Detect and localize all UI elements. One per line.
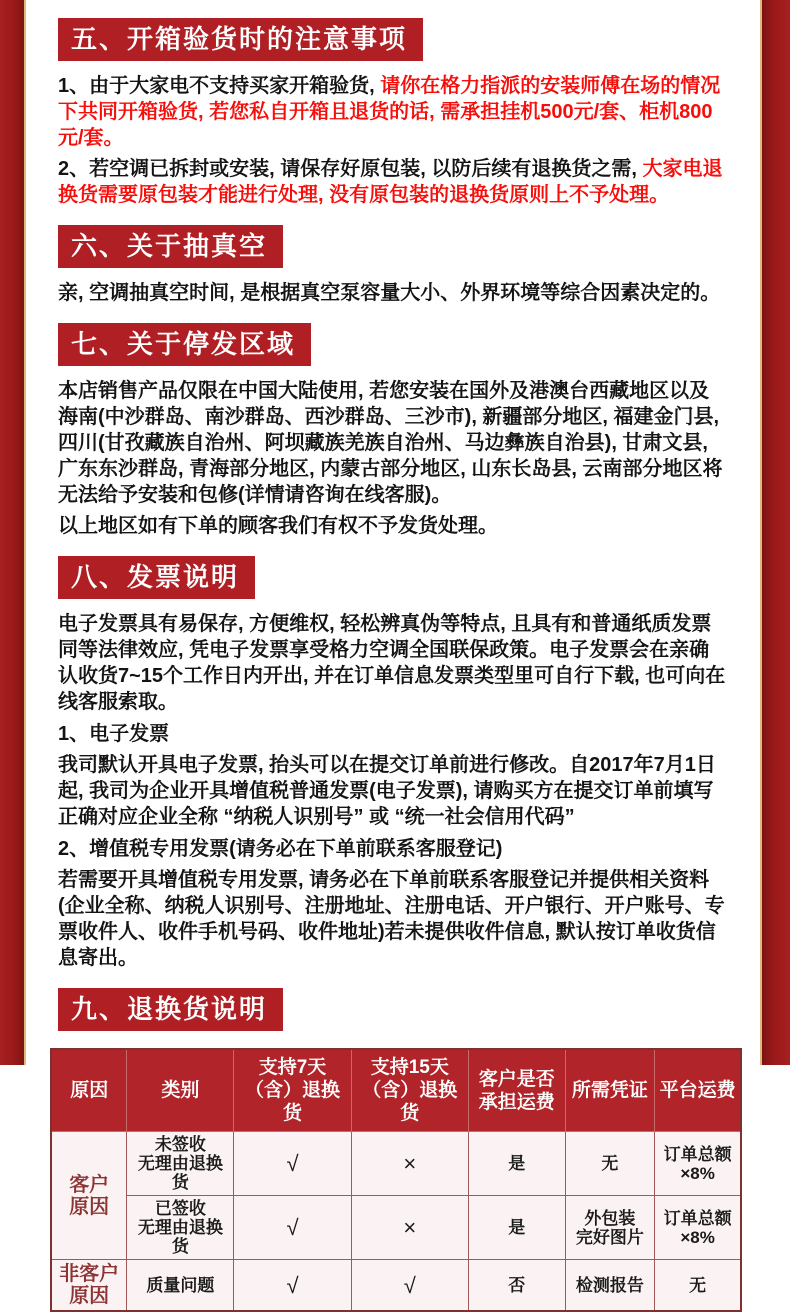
section-5-title-badge (58, 18, 423, 61)
section-no-shipping-areas (58, 311, 728, 539)
d7-mark-cell: √ (234, 1132, 351, 1196)
col-header-reason: 原因 (51, 1049, 127, 1132)
proof-cell: 无 (565, 1132, 655, 1196)
no-shipping-areas-note: 本店销售产品仅限在中国大陆使用, 若您安装在国外及港澳台西藏地区以及海南(中沙群岛、南沙群岛、西沙群岛、三沙市), 新疆部分地区, 福建金门县, 四川(甘孜藏族自治州、阿坝藏族羌族自治州、马边彝族自治县), 甘肃文县, 广东东沙群岛, 青海部分地区, 内蒙古部分地区, 山东长岛县, 云南部分地区将无法给予安装和包修(详情请咨询在线客服)。 (58, 380, 723, 506)
section-return-policy (58, 976, 736, 1312)
table-header-row (51, 1049, 741, 1132)
unboxing-note-1-black: 1、由于大家电不支持买家开箱验货, (58, 75, 381, 97)
d7-mark-cell: √ (234, 1196, 351, 1260)
customer-pays-cell: 是 (468, 1196, 565, 1260)
cause-non-customer: 非客户 原因 (51, 1260, 127, 1312)
unboxing-note-2-black: 2、若空调已拆封或安装, 请保存好原包装, 以防后续有退换货之需, (58, 158, 643, 180)
platform-fee-cell: 订单总额 ×8% (655, 1132, 741, 1196)
return-policy-table-wrap (50, 1048, 742, 1312)
return-policy-table (50, 1048, 742, 1312)
col-header-category: 类别 (127, 1049, 234, 1132)
section-6-title: 六、关于抽真空 (71, 231, 268, 261)
unboxing-note-2-red: 大家电退换货需要原包装才能进行处理, 没有原包装的退换货原则上不予处理。 (58, 158, 723, 206)
unboxing-note-1-red: 请你在格力指派的安装师傅在场的情况下共同开箱验货, 若您私自开箱且退货的话, 需承担挂机500元/套、柜机800元/套。 (58, 75, 721, 149)
d15-mark-cell: × (351, 1196, 468, 1260)
left-border-strip (0, 0, 26, 1065)
section-7-title-badge (58, 323, 311, 366)
section-vacuum-pumping (58, 213, 728, 306)
col-header-platform-fee: 平台运费 (655, 1049, 741, 1132)
col-header-7day: 支持7天 （含）退换货 (234, 1049, 351, 1132)
category-cell: 质量问题 (127, 1260, 234, 1312)
customer-pays-cell: 是 (468, 1132, 565, 1196)
platform-fee-cell: 无 (655, 1260, 741, 1312)
cause-customer: 客户 原因 (51, 1132, 127, 1260)
customer-pays-cell: 否 (468, 1260, 565, 1312)
proof-cell: 外包装 完好图片 (565, 1196, 655, 1260)
table-row (51, 1260, 741, 1312)
vat-invoice-subhead: 2、增值税专用发票(请务必在下单前联系客服登记) (58, 838, 503, 860)
d15-mark-cell: × (351, 1132, 468, 1196)
col-header-customer-freight: 客户是否 承担运费 (468, 1049, 565, 1132)
d15-mark-cell: √ (351, 1260, 468, 1312)
d7-mark-cell: √ (234, 1260, 351, 1312)
section-8-title-badge (58, 556, 255, 599)
table-row (51, 1132, 741, 1196)
category-cell: 已签收 无理由退换货 (127, 1196, 234, 1260)
section-invoice-info (58, 544, 728, 971)
category-cell: 未签收 无理由退换货 (127, 1132, 234, 1196)
vat-invoice-note: 若需要开具增值税专用发票, 请务必在下单前联系客服登记并提供相关资料(企业全称、纳税人识别号、注册地址、注册电话、开户银行、开户账号、专票收件人、收件手机号码、收件地址)若未提供收件信息, 默认按订单收货信息寄出。 (58, 869, 725, 969)
col-header-15day: 支持15天 （含）退换货 (351, 1049, 468, 1132)
unboxing-note-1 (58, 73, 728, 151)
proof-cell: 检测报告 (565, 1260, 655, 1312)
section-8-title: 八、发票说明 (71, 562, 240, 592)
section-7-title: 七、关于停发区域 (71, 329, 296, 359)
invoice-general-note: 电子发票具有易保存, 方便维权, 轻松辨真伪等特点, 且具有和普通纸质发票同等法律效应, 凭电子发票享受格力空调全国联保政策。电子发票会在亲确认收货7~15个工作日内开出, 并在订单信息发票类型里可自行下载, 也可向在线客服索取。 (58, 613, 726, 713)
section-5-title: 五、开箱验货时的注意事项 (71, 24, 408, 54)
unboxing-note-2 (58, 156, 728, 208)
no-shipping-warning: 以上地区如有下单的顾客我们有权不予发货处理。 (58, 515, 498, 537)
e-invoice-subhead: 1、电子发票 (58, 723, 170, 745)
right-border-strip (760, 0, 790, 1065)
section-6-title-badge (58, 225, 283, 268)
section-9-title-badge (58, 988, 283, 1031)
table-row (51, 1196, 741, 1260)
e-invoice-note: 我司默认开具电子发票, 抬头可以在提交订单前进行修改。自2017年7月1日起, 我司为企业开具增值税普通发票(电子发票), 请购买方在提交订单前填写正确对应企业全称 “纳税人识别号” 或 “统一社会信用代码” (58, 754, 716, 828)
col-header-proof: 所需凭证 (565, 1049, 655, 1132)
platform-fee-cell: 订单总额 ×8% (655, 1196, 741, 1260)
section-9-title: 九、退换货说明 (71, 994, 268, 1024)
section-unboxing-inspection (58, 6, 728, 208)
content-area (26, 0, 760, 1307)
vacuum-note: 亲, 空调抽真空时间, 是根据真空泵容量大小、外界环境等综合因素决定的。 (58, 282, 721, 304)
